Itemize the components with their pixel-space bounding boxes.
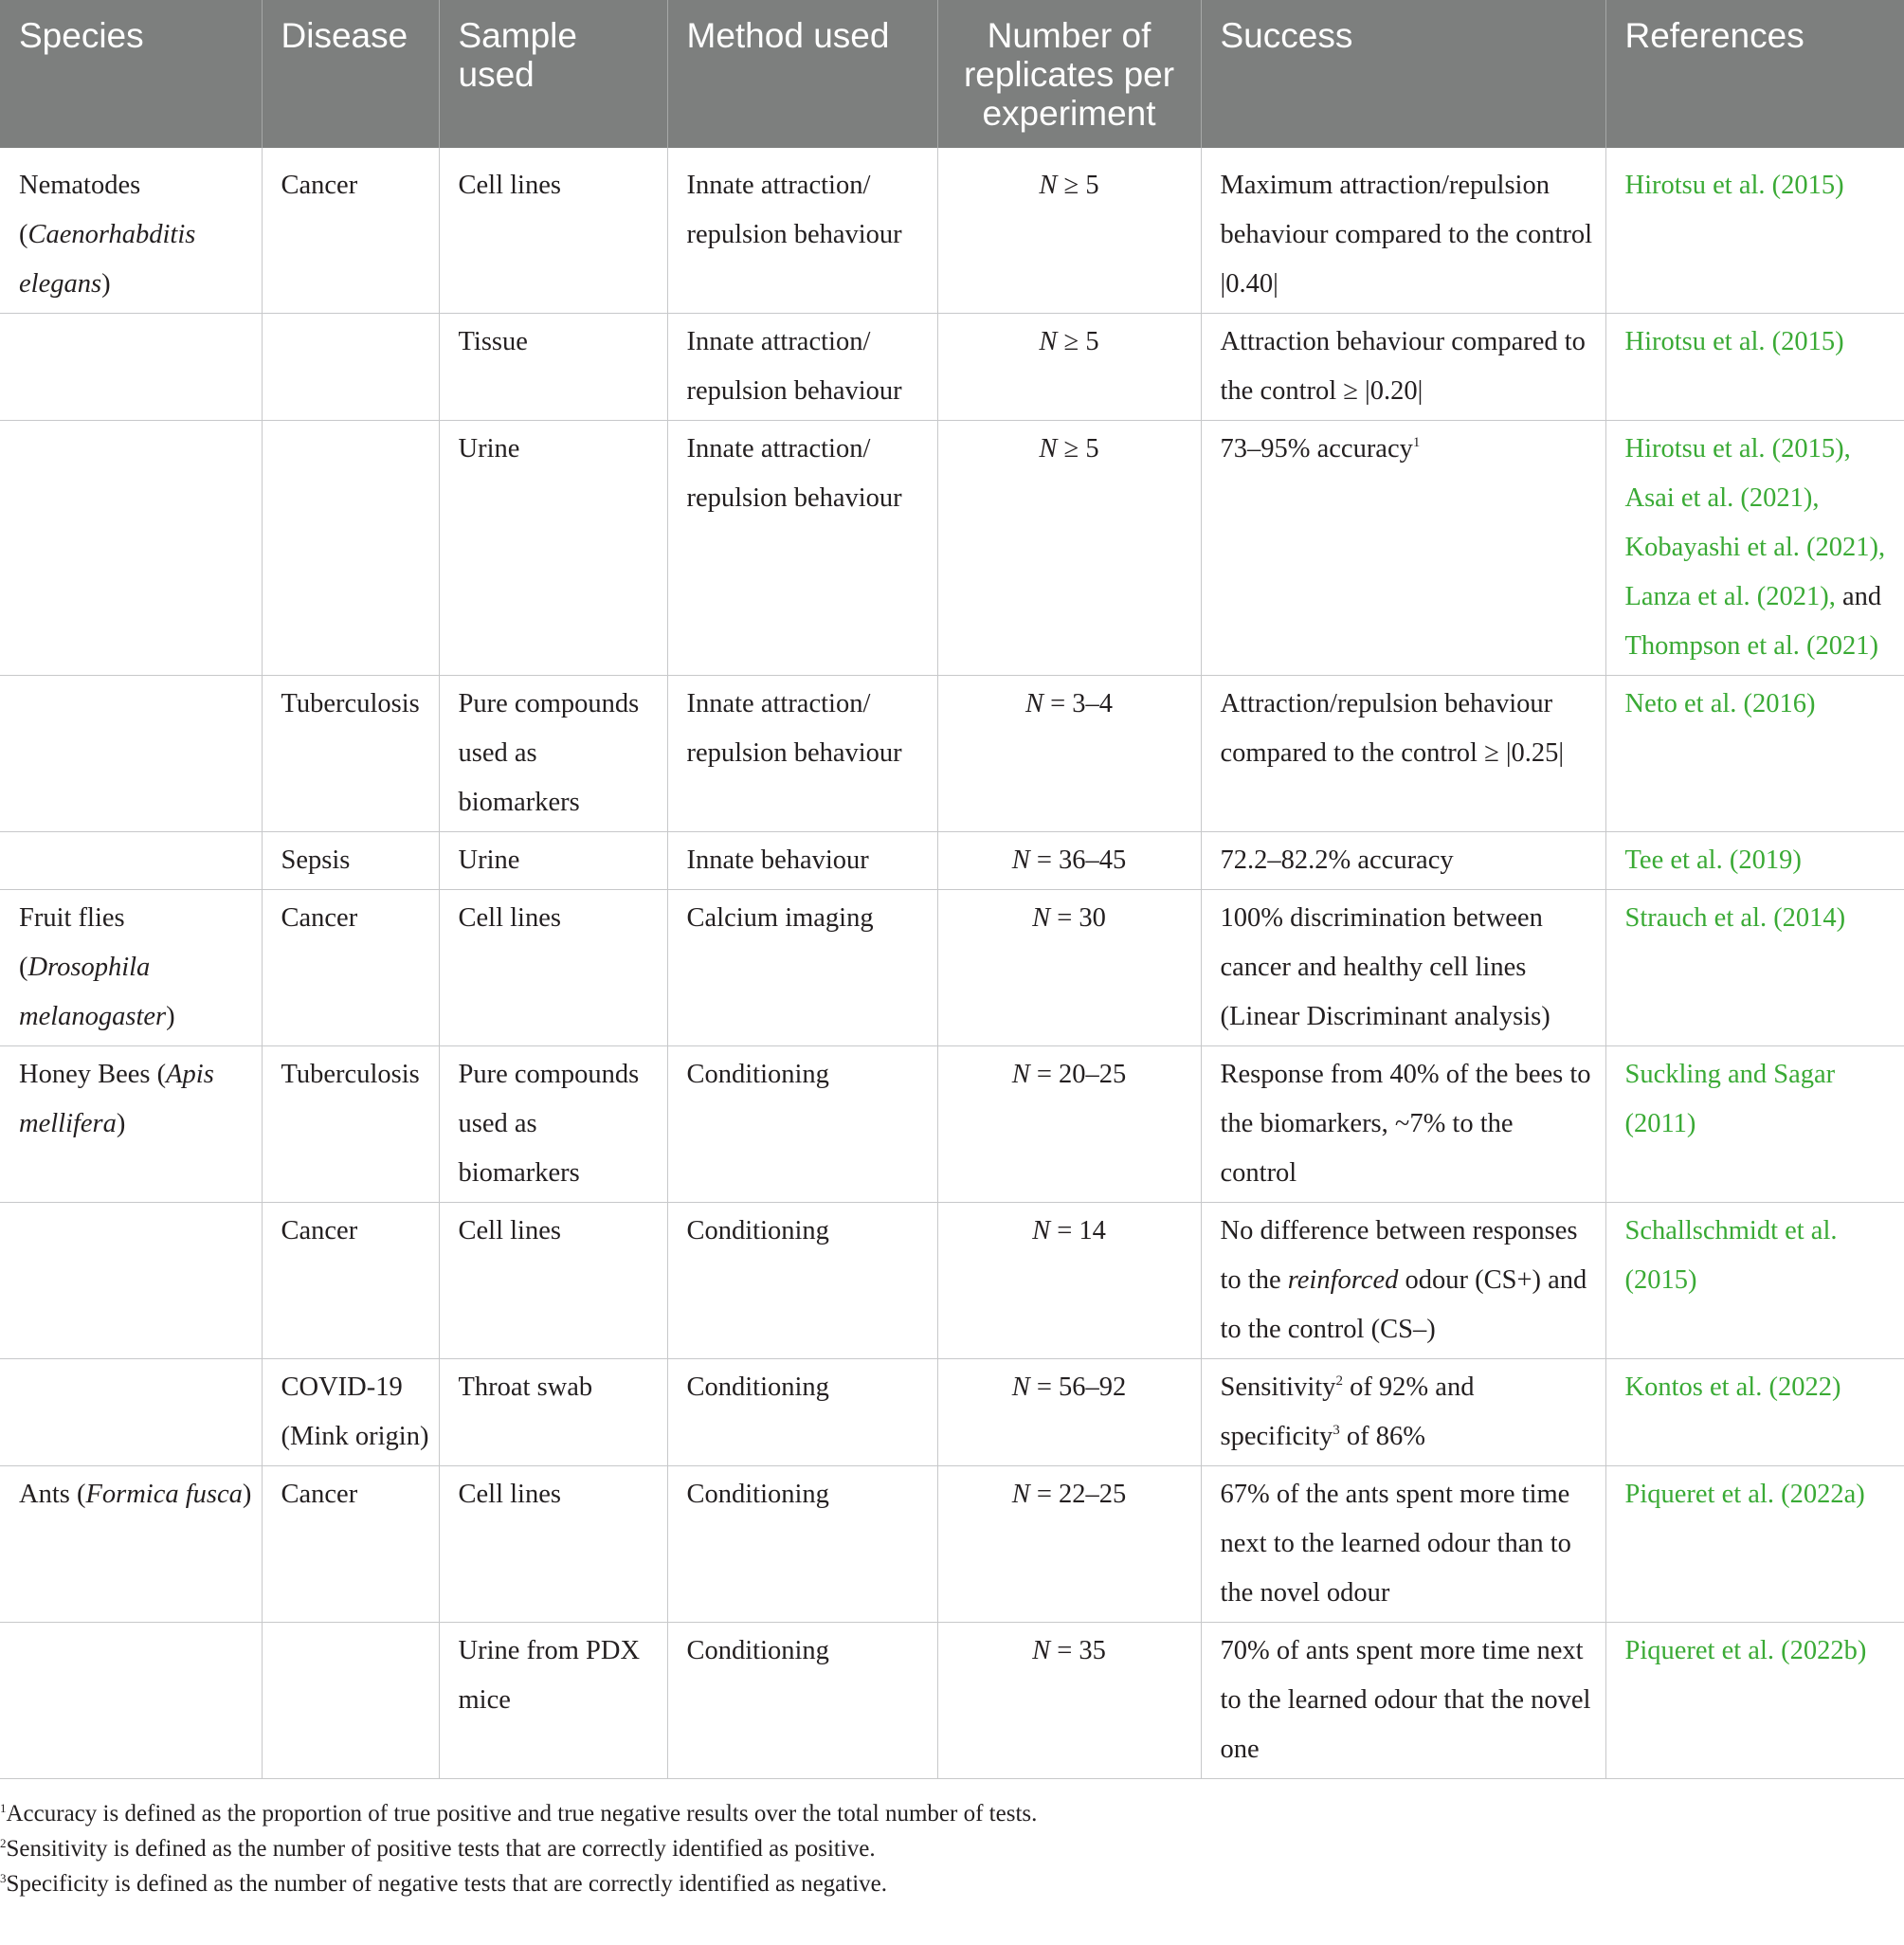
cell-reference-link[interactable]: Neto et al. (2016) [1605, 676, 1904, 832]
cell-method: Innate behaviour [667, 832, 937, 890]
header-success: Success [1201, 0, 1605, 148]
footnote-mark: 1 [1412, 435, 1421, 450]
cell-reference-link[interactable]: Suckling and Sagar (2011) [1605, 1046, 1904, 1203]
table-row [0, 676, 1904, 832]
table-row [0, 421, 1904, 676]
cell-reference-link[interactable]: Strauch et al. (2014) [1605, 890, 1904, 1046]
cell-success: Sensitivity$^2$ of 92% and specificity$^3$ of 86% [1201, 1359, 1605, 1466]
cell-replicates: N = 22–25 [937, 1466, 1201, 1623]
cell-sample: Throat swab [439, 1359, 667, 1466]
cell-method: Innate attraction/ repulsion behaviour [667, 148, 937, 314]
cell-method: Conditioning [667, 1203, 937, 1359]
cell-species [0, 421, 262, 676]
cell-disease: Sepsis [262, 832, 439, 890]
footnote: $^1$Accuracy is defined as the proportion of true positive and true negative results over the total number of tests. [0, 1801, 1038, 1827]
cell-disease: Cancer [262, 890, 439, 1046]
footnote-mark: 2 [1335, 1373, 1343, 1389]
cell-method: Conditioning [667, 1046, 937, 1203]
cell-reference-link[interactable]: Tee et al. (2019) [1605, 832, 1904, 890]
cell-success: Maximum attraction/repulsion behaviour compared to the control |0.40| [1201, 148, 1605, 314]
cell-success: 70% of ants spent more time next to the learned odour that the novel one [1201, 1623, 1605, 1779]
cell-success: 73–95% accuracy$^1$ [1201, 421, 1605, 676]
header-species: Species [0, 0, 262, 148]
cell-success: 72.2–82.2% accuracy [1201, 832, 1605, 890]
header-replicates: Number of replicates per experiment [937, 0, 1201, 148]
cell-reference-link[interactable]: Schallschmidt et al. (2015) [1605, 1203, 1904, 1359]
cell-disease [262, 1623, 439, 1779]
cell-replicates: N = 35 [937, 1623, 1201, 1779]
cell-reference-link[interactable]: Hirotsu et al. (2015) [1605, 148, 1904, 314]
cell-method: Conditioning [667, 1466, 937, 1623]
cell-sample: Urine [439, 421, 667, 676]
cell-success: Attraction/repulsion behaviour compared to the control ≥ |0.25| [1201, 676, 1605, 832]
cell-success: 100% discrimination between cancer and healthy cell lines (Linear Discriminant analysis) [1201, 890, 1605, 1046]
cell-sample: Tissue [439, 314, 667, 421]
header-disease: Disease [262, 0, 439, 148]
cell-species [0, 314, 262, 421]
cell-species [0, 1623, 262, 1779]
cell-species: Fruit flies (Drosophila melanogaster) [0, 890, 262, 1046]
header-references: References [1605, 0, 1904, 148]
cell-disease [262, 314, 439, 421]
cell-species: Ants (Formica fusca) [0, 1466, 262, 1623]
cell-references: Hirotsu et al. (2015), Asai et al. (2021), Kobayashi et al. (2021), Lanza et al. (2021), and Thompson et al. (2021) [1605, 421, 1904, 676]
cell-disease: Cancer [262, 1203, 439, 1359]
cell-species [0, 676, 262, 832]
cell-method: Innate attraction/ repulsion behaviour [667, 314, 937, 421]
table-row [0, 1623, 1904, 1779]
cell-reference-link[interactable]: Piqueret et al. (2022a) [1605, 1466, 1904, 1623]
cell-species [0, 1203, 262, 1359]
header-method: Method used [667, 0, 937, 148]
table-footnotes [0, 1779, 1904, 1901]
cell-reference-link[interactable]: Kontos et al. (2022) [1605, 1359, 1904, 1466]
cell-sample: Urine [439, 832, 667, 890]
cell-sample: Cell lines [439, 890, 667, 1046]
cell-species: Nematodes (Caenorhabditis elegans) [0, 148, 262, 314]
cell-replicates: N ≥ 5 [937, 148, 1201, 314]
cell-sample: Cell lines [439, 148, 667, 314]
reference-link[interactable]: Hirotsu et al. (2015), Asai et al. (2021), Kobayashi et al. (2021), Lanza et al. (2021), [1624, 434, 1886, 611]
cell-sample: Urine from PDX mice [439, 1623, 667, 1779]
cell-replicates: N = 3–4 [937, 676, 1201, 832]
footnote: $^2$Sensitivity is defined as the number of positive tests that are correctly identified as positive. [0, 1836, 876, 1862]
cell-reference-link[interactable]: Hirotsu et al. (2015) [1605, 314, 1904, 421]
cell-reference-link[interactable]: Piqueret et al. (2022b) [1605, 1623, 1904, 1779]
cell-sample: Pure compounds used as biomarkers [439, 676, 667, 832]
table-row [0, 1359, 1904, 1466]
cell-sample: Cell lines [439, 1203, 667, 1359]
cell-disease: COVID-19 (Mink origin) [262, 1359, 439, 1466]
table-row [0, 148, 1904, 314]
cell-replicates: N = 36–45 [937, 832, 1201, 890]
cell-species [0, 1359, 262, 1466]
cell-success: Attraction behaviour compared to the control ≥ |0.20| [1201, 314, 1605, 421]
reference-link[interactable]: Thompson et al. (2021) [1624, 631, 1879, 661]
cell-replicates: N = 30 [937, 890, 1201, 1046]
cell-disease: Cancer [262, 148, 439, 314]
cell-replicates: N ≥ 5 [937, 314, 1201, 421]
cell-success: Response from 40% of the bees to the biomarkers, ~7% to the control [1201, 1046, 1605, 1203]
cell-disease [262, 421, 439, 676]
cell-method: Innate attraction/ repulsion behaviour [667, 421, 937, 676]
cell-disease: Tuberculosis [262, 676, 439, 832]
cell-disease: Tuberculosis [262, 1046, 439, 1203]
cell-method: Calcium imaging [667, 890, 937, 1046]
table-row [0, 314, 1904, 421]
cell-species [0, 832, 262, 890]
table-row [0, 1203, 1904, 1359]
table-row [0, 832, 1904, 890]
table-row [0, 1466, 1904, 1623]
cell-replicates: N = 14 [937, 1203, 1201, 1359]
cell-sample: Cell lines [439, 1466, 667, 1623]
footnote: $^3$Specificity is defined as the number of negative tests that are correctly identified as negative. [0, 1871, 888, 1897]
cell-method: Innate attraction/ repulsion behaviour [667, 676, 937, 832]
cell-replicates: N = 20–25 [937, 1046, 1201, 1203]
table-row [0, 1046, 1904, 1203]
cell-method: Conditioning [667, 1359, 937, 1466]
header-sample: Sample used [439, 0, 667, 148]
cell-replicates: N ≥ 5 [937, 421, 1201, 676]
table-header [0, 0, 1904, 148]
cell-success: No difference between responses to the reinforced odour (CS+) and to the control (CS–) [1201, 1203, 1605, 1359]
cell-method: Conditioning [667, 1623, 937, 1779]
table-row [0, 890, 1904, 1046]
header-row [0, 0, 1904, 148]
cell-sample: Pure compounds used as biomarkers [439, 1046, 667, 1203]
cell-species: Honey Bees (Apis mellifera) [0, 1046, 262, 1203]
footnote-mark: 3 [1333, 1423, 1340, 1438]
cell-disease: Cancer [262, 1466, 439, 1623]
cell-replicates: N = 56–92 [937, 1359, 1201, 1466]
table-body [0, 148, 1904, 1779]
cell-success: 67% of the ants spent more time next to the learned odour than to the novel odour [1201, 1466, 1605, 1623]
